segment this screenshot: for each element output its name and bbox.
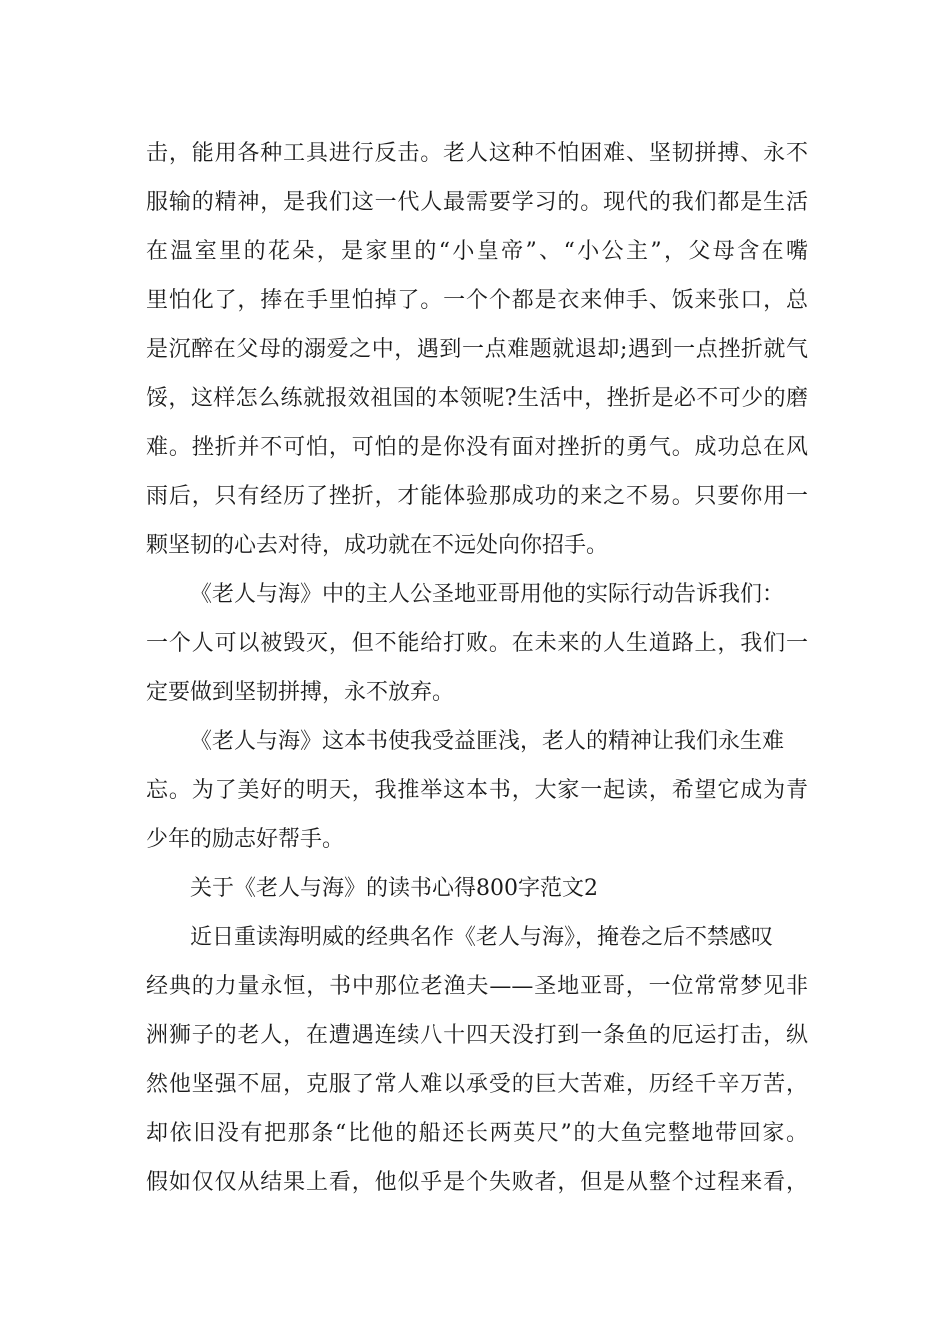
text-line: 少年的励志好帮手。 xyxy=(146,827,345,852)
text-line: 是沉醉在父母的溺爱之中，遇到一点难题就退却;遇到一点挫折就气 xyxy=(146,337,808,362)
text-line: 颗坚韧的心去对待，成功就在不远处向你招手。 xyxy=(146,533,609,558)
paragraph-3 xyxy=(146,717,808,864)
section-heading xyxy=(146,864,808,913)
text-line: 却依旧没有把那条“比他的船还长两英尺”的大鱼完整地带回家。 xyxy=(146,1121,808,1146)
text-line: 《老人与海》中的主人公圣地亚哥用他的实际行动告诉我们： xyxy=(190,582,785,607)
document-body xyxy=(146,129,808,1207)
text-line: 忘。为了美好的明天，我推举这本书，大家一起读，希望它成为青 xyxy=(146,778,808,803)
text-line: 近日重读海明威的经典名作《老人与海》，掩卷之后不禁感叹 xyxy=(190,925,774,950)
text-line: 难。挫折并不可怕，可怕的是你没有面对挫折的勇气。成功总在风 xyxy=(146,435,808,460)
text-line: 在温室里的花朵，是家里的“小皇帝”、“小公主”，父母含在嘴 xyxy=(146,239,808,264)
text-line: 然他坚强不屈，克服了常人难以承受的巨大苦难，历经千辛万苦， xyxy=(146,1072,808,1097)
text-line: 一个人可以被毁灭，但不能给打败。在未来的人生道路上，我们一 xyxy=(146,631,808,656)
text-line: 里怕化了，捧在手里怕掉了。一个个都是衣来伸手、饭来张口，总 xyxy=(146,288,808,313)
text-line: 洲狮子的老人，在遭遇连续八十四天没打到一条鱼的厄运打击，纵 xyxy=(146,1023,808,1048)
text-line: 击，能用各种工具进行反击。老人这种不怕困难、坚韧拼搏、永不 xyxy=(146,141,808,166)
paragraph-4 xyxy=(146,913,808,1207)
paragraph-2 xyxy=(146,570,808,717)
text-line: 《老人与海》这本书使我受益匪浅，老人的精神让我们永生难 xyxy=(190,729,785,754)
paragraph-1 xyxy=(146,129,808,570)
text-line: 馁，这样怎么练就报效祖国的本领呢?生活中，挫折是必不可少的磨 xyxy=(146,386,808,411)
text-line: 假如仅仅从结果上看，他似乎是个失败者，但是从整个过程来看， xyxy=(146,1170,808,1195)
text-line: 服输的精神，是我们这一代人最需要学习的。现代的我们都是生活 xyxy=(146,190,808,215)
text-line: 定要做到坚韧拼搏，永不放弃。 xyxy=(146,680,455,705)
text-line: 雨后，只有经历了挫折，才能体验那成功的来之不易。只要你用一 xyxy=(146,484,808,509)
heading-line: 关于《老人与海》的读书心得800字范文2 xyxy=(190,876,598,901)
text-line: 经典的力量永恒，书中那位老渔夫——圣地亚哥，一位常常梦见非 xyxy=(146,974,808,999)
